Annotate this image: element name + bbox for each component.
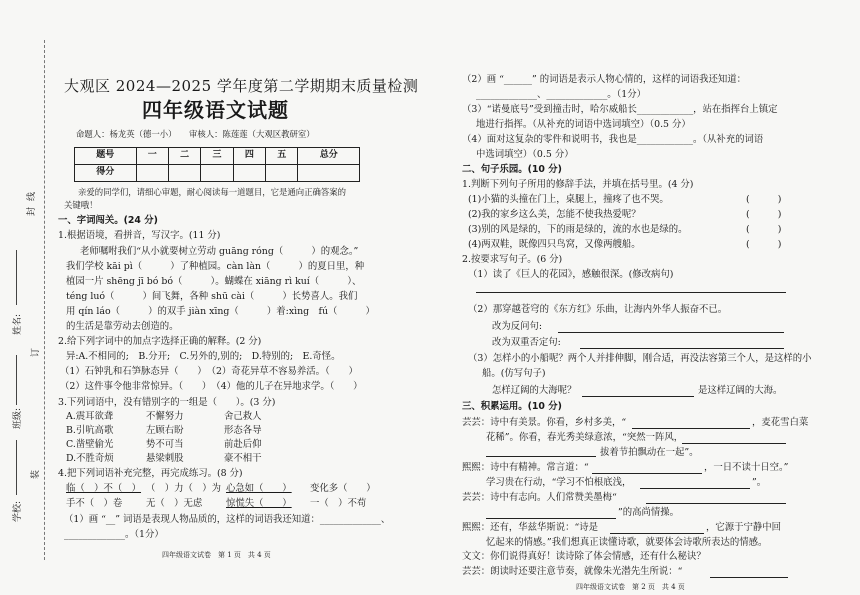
q4-blank-phrase[interactable]: 变化多（ ） bbox=[310, 483, 376, 494]
dialogue-line-end: ，麦花雪白菜 bbox=[752, 417, 809, 428]
section-3-heading: 三、积累运用。(10 分) bbox=[462, 401, 562, 412]
dialogue-line: 熙熙：诗中有精神。常言道：“ bbox=[462, 462, 589, 473]
q1-line-c: 植园一片 shēng jī bó bó（ ）。蝴蝶在 xiāng rì kuí（ ）、 bbox=[66, 276, 362, 287]
answer-line[interactable] bbox=[476, 292, 786, 293]
score-table bbox=[74, 147, 360, 182]
page-footer: 四年级语文试卷 第 1 页 共 4 页 bbox=[162, 551, 271, 559]
rewrite-item-2: （2）那穿越苍穹的《东方红》乐曲，让海内外华人振奋不已。 bbox=[468, 304, 728, 315]
answer-line[interactable] bbox=[486, 518, 616, 519]
answer-line[interactable] bbox=[710, 577, 788, 578]
dialogue-line: 熙熙：还有，华兹华斯说：“诗是 bbox=[462, 522, 599, 533]
answer-parens[interactable]: ( ) bbox=[746, 239, 782, 250]
q4-blank-phrase[interactable]: 一（ ）不苟 bbox=[310, 498, 367, 509]
q1-line-e: 用 qín láo（ ）的双手 jiàn xīng（ ）着:xìng fú（ ） bbox=[66, 306, 375, 317]
q2-items-2: （2）这件事令他非常惊异。（ ） （4）他的儿子在异地求学。（ ） bbox=[60, 381, 363, 392]
answer-line[interactable] bbox=[582, 396, 694, 397]
school-write-line[interactable] bbox=[16, 440, 17, 495]
answer-parens[interactable]: ( ) bbox=[746, 224, 782, 235]
score-header-cell: 题号 bbox=[75, 148, 137, 165]
dialogue-line-cont: ”的高尚情操。 bbox=[618, 507, 680, 518]
dialogue-line-cont: 忆起来的情感。”我们想真正读懂诗歌，就要体会诗歌所表达的情感。 bbox=[486, 537, 768, 548]
dialogue-line: 芸芸：诗中有志向。人们常赞美墨梅“ bbox=[462, 492, 617, 503]
rewrite-label-double-negative: 改为双重否定句: bbox=[492, 337, 561, 348]
q3-word: 左顾右盼 bbox=[146, 425, 184, 436]
score-cell[interactable] bbox=[298, 165, 360, 182]
q4-blank-phrase[interactable]: 临（ ）不（ ） bbox=[66, 483, 142, 494]
sentence-q2: 2.按要求写句子。(6 分) bbox=[462, 254, 563, 265]
score-row-label: 得分 bbox=[75, 165, 137, 182]
q2-definitions: 异:A.不相同的; B.分开; C.另外的,别的; D.特别的; E.奇怪。 bbox=[66, 351, 341, 362]
dialogue-line-cont2: 拔着节拍飘动在一起”。 bbox=[600, 447, 699, 458]
answer-parens[interactable]: ( ) bbox=[746, 194, 782, 205]
authors-line: 命题人：杨龙英（德一小） 审核人：陈莲莲（大观区教研室） bbox=[76, 129, 315, 139]
dialogue-line-cont: 花稀”。你看，春光秀美绿意浓，“突然一阵风， bbox=[486, 432, 684, 443]
q3-word: B.引吭高歌 bbox=[66, 425, 114, 436]
rewrite-label-rhetorical: 改为反问句: bbox=[492, 321, 543, 332]
q3-word: 不懈努力 bbox=[146, 411, 184, 422]
question-3: 3.下列词语中，没有错别字的一组是（ ）。(3 分) bbox=[58, 397, 276, 408]
q4-blank-phrase[interactable]: 手不（ ）卷 bbox=[66, 498, 123, 509]
q4-sub-3: （3）“诺曼底号”受到撞击时，哈尔威船长____________，站在指挥台上镇定 bbox=[462, 104, 778, 115]
score-header-cell: 总分 bbox=[298, 148, 360, 165]
q3-word: 前赴后仰 bbox=[224, 439, 262, 450]
q4-sub-4: （4）面对这复杂的零件和说明书，我也是____________。（从补充的词语 bbox=[462, 134, 764, 145]
q1-line-f: 的生活是靠劳动去创造的。 bbox=[66, 321, 179, 332]
q4-sub-4-cont: 中选词填空）（0.5 分） bbox=[476, 149, 574, 160]
score-table-header bbox=[75, 148, 360, 165]
margin-zhuang-char: 装 bbox=[31, 469, 42, 480]
rewrite-item-3: （3）怎样小的小船呢？两个人并排伸脚，刚合适，再没法容第三个人，是这样的小 bbox=[468, 353, 812, 364]
q3-word: D.不胜奇烦 bbox=[66, 453, 114, 464]
q3-word: 悬梁刺股 bbox=[146, 453, 184, 464]
answer-line[interactable] bbox=[632, 428, 750, 429]
dialogue-line-end: ”。 bbox=[752, 477, 767, 488]
answer-line[interactable] bbox=[592, 473, 702, 474]
question-2: 2.给下列字词中的加点字选择正确的解释。(2 分) bbox=[58, 336, 262, 347]
dialogue-line-cont: 学习贵在行动，“学习不怕根底浅， bbox=[486, 477, 632, 488]
imitation-start: 怎样辽阔的大海呢？ bbox=[492, 385, 577, 396]
q3-option-b[interactable] bbox=[66, 424, 262, 438]
q1-line-a: 老师嘱咐我们“从小就要树立劳动 guāng róng（ ）的观念。” bbox=[80, 246, 359, 257]
q3-word: A.震耳欲聋 bbox=[66, 411, 114, 422]
q4-blank-phrase[interactable]: 无（ ）无虑 bbox=[146, 498, 203, 509]
q3-word: 豪不相干 bbox=[224, 453, 262, 464]
sentence-q1: 1.判断下列句子所用的修辞手法，并填在括号里。(4 分) bbox=[462, 179, 694, 190]
answer-line[interactable] bbox=[610, 533, 704, 534]
intro-text: 亲爱的同学们，请细心审题，耐心阅读每一道题目，它是通向正确答案的 bbox=[78, 187, 346, 197]
section-1-heading: 一、字词闯关。(24 分) bbox=[58, 215, 158, 226]
q4-blank-phrase[interactable]: （ ）力（ ）为 bbox=[146, 483, 222, 494]
q3-word: C.凿壁偷光 bbox=[66, 439, 114, 450]
q3-option-a[interactable] bbox=[66, 410, 262, 424]
imitation-end: 是这样辽阔的大海。 bbox=[698, 385, 783, 396]
margin-line-char: 线 bbox=[27, 191, 38, 202]
rhetoric-item: (1)小猫的头撞在门上，桌腿上，撞疼了也不哭。 bbox=[468, 194, 669, 205]
binding-margin bbox=[0, 0, 56, 595]
rhetoric-item: (4)两双鞋，既像四只鸟窝，又像两艘船。 bbox=[468, 239, 641, 250]
score-cell[interactable] bbox=[136, 165, 168, 182]
question-1: 1.根据语境，看拼音，写汉字。(11 分) bbox=[58, 230, 221, 241]
answer-line[interactable] bbox=[580, 348, 784, 349]
section-2-heading: 二、句子乐园。(10 分) bbox=[462, 164, 562, 175]
q4-sub-1-cont: _____________。（1分） bbox=[64, 529, 164, 540]
class-write-line[interactable] bbox=[16, 355, 17, 405]
q3-option-d[interactable] bbox=[66, 452, 262, 466]
dialogue-line-end: ，它源于宁静中回 bbox=[706, 522, 782, 533]
margin-seal-char: 封 bbox=[27, 206, 38, 217]
q2-items-1: （1）石钟乳和石笋脉态异（ ） （2）奇花异草不容易养活。（ ） bbox=[60, 366, 358, 377]
answer-line[interactable] bbox=[558, 332, 784, 333]
margin-school-label: 学校: bbox=[13, 500, 24, 523]
rewrite-item-1: （1）读了《巨人的花园》，感触很深。(修改病句) bbox=[468, 269, 674, 280]
dialogue-line: 文文：你们说得真好！读诗除了体会情感，还有什么秘诀？ bbox=[462, 551, 706, 562]
dialogue-line-end: ，一日不读十日空。” bbox=[704, 462, 789, 473]
rhetoric-item: (2)我的家乡这么美，怎能不使我热爱呢？ bbox=[468, 209, 641, 220]
score-cell[interactable] bbox=[168, 165, 200, 182]
score-table-row bbox=[75, 165, 360, 182]
q3-word: 形态各导 bbox=[224, 425, 262, 436]
dialogue-line: 芸芸：朗读时还要注意节奏，就像朱光潜先生所说：“ bbox=[462, 566, 683, 577]
margin-class-label: 班级: bbox=[13, 407, 24, 430]
score-header-cell: 三 bbox=[201, 148, 233, 165]
dialogue-line: 芸芸：诗中有美景。你看，乡村多美，“ bbox=[462, 417, 627, 428]
q4-sub-3-cont: 地进行指挥。（从补充的词语中选词填空）（0.5 分） bbox=[476, 119, 691, 130]
question-4: 4.把下列词语补充完整，再完成练习。(8 分) bbox=[58, 468, 243, 479]
q1-line-b: 我们学校 kāi pì（ ）了种植园。càn làn（ ）的夏日里，种 bbox=[66, 261, 365, 272]
q1-line-d: téng luó（ ）间飞舞，各种 shū cài（ ）长势喜人。我们 bbox=[66, 291, 358, 302]
rewrite-item-3-cont: 船。(仿写句子) bbox=[482, 368, 546, 379]
intro-text-cont: 关键哦！ bbox=[64, 200, 98, 210]
score-cell[interactable] bbox=[266, 165, 298, 182]
q4-sub-1: （1）画 “__” 词语是表现人物品质的，这样的词语我还知道：_____________、 bbox=[64, 514, 391, 525]
q3-word: 势不可当 bbox=[146, 439, 184, 450]
exam-subject-title: 四年级语文试题 bbox=[142, 98, 289, 122]
page-footer: 四年级语文试卷 第 2 页 共 4 页 bbox=[576, 583, 685, 591]
margin-name-label: 姓名: bbox=[13, 313, 24, 336]
score-header-cell: 五 bbox=[266, 148, 298, 165]
answer-line[interactable] bbox=[640, 488, 750, 489]
fold-line bbox=[44, 40, 45, 560]
answer-line[interactable] bbox=[682, 443, 786, 444]
rhetoric-item: (3)别的风是绿的，下的雨是绿的，流的水也是绿的。 bbox=[468, 224, 688, 235]
score-cell[interactable] bbox=[201, 165, 233, 182]
name-write-line[interactable] bbox=[16, 250, 17, 305]
answer-line[interactable] bbox=[646, 503, 786, 504]
answer-parens[interactable]: ( ) bbox=[746, 209, 782, 220]
score-header-cell: 四 bbox=[233, 148, 265, 165]
q4-blank-phrase[interactable]: 心急如（ ） bbox=[226, 483, 292, 494]
answer-line[interactable] bbox=[486, 446, 596, 457]
page-1 bbox=[58, 0, 419, 595]
score-header-cell: 一 bbox=[136, 148, 168, 165]
margin-ding-char: 订 bbox=[31, 347, 42, 358]
score-cell[interactable] bbox=[233, 165, 265, 182]
q4-blank-phrase[interactable]: 惊慌失（ ） bbox=[226, 498, 292, 509]
score-header-cell: 二 bbox=[168, 148, 200, 165]
q4-sub-2: （2）画 “______” 的词语是表示人物心情的，这样的词语我还知道： bbox=[462, 74, 747, 85]
page-2 bbox=[462, 0, 812, 595]
q3-word: 舍己救人 bbox=[224, 411, 262, 422]
q4-sub-2-cont: _____________、_____________。（1分） bbox=[476, 89, 647, 100]
q3-option-c[interactable] bbox=[66, 438, 262, 452]
exam-title: 大观区 2024—2025 学年度第二学期期末质量检测 bbox=[64, 77, 419, 95]
